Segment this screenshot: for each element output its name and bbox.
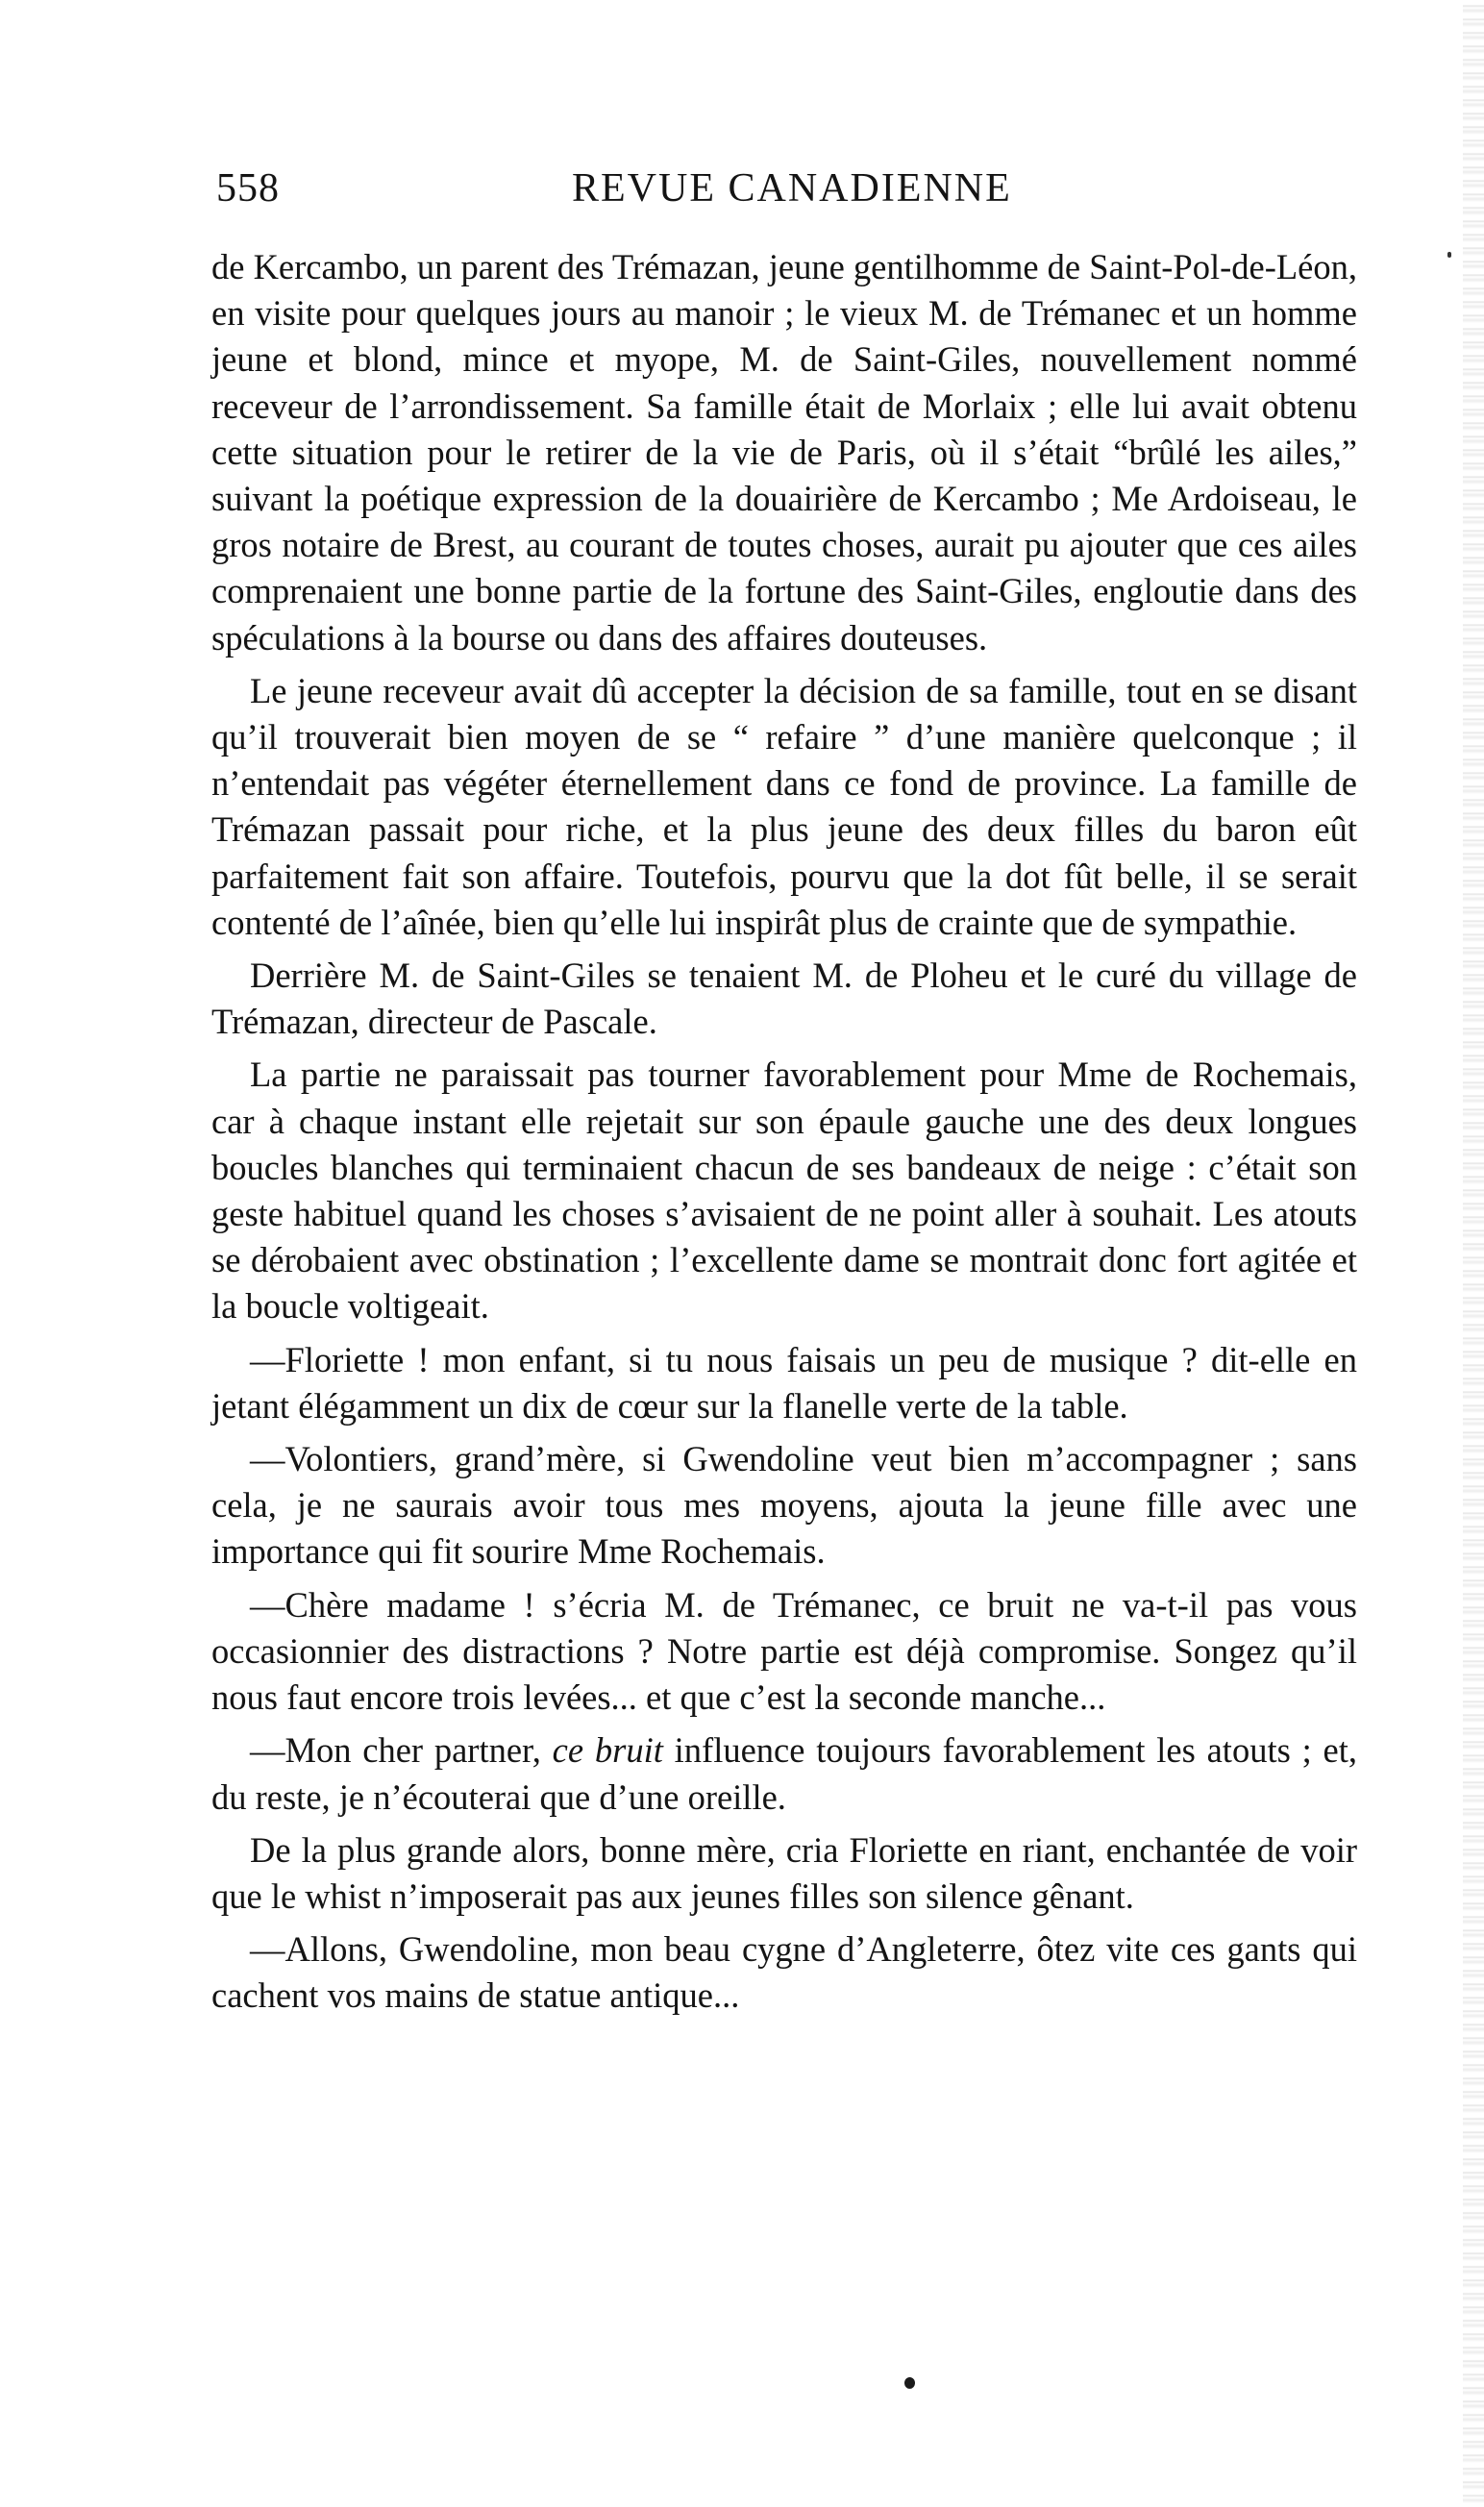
page-edge-shadow (1463, 0, 1484, 2507)
page-header (216, 161, 1403, 219)
paragraph-text: influence toujours favorablement les atouts ; et, du reste, je n’écouterai que d’une oreille. (211, 1730, 1357, 1817)
paragraph: Le jeune receveur avait dû accepter la décision de sa famille, tout en se disant qu’il trouverait bien moyen de se “ refaire ” d’une manière quelconque ; il n’entendait pas végéter éternellement dans ce fond de province. La famille de Trémazan passait pour riche, et la plus jeune des deux filles du baron eût parfaitement fait son affaire. Toutefois, pourvu que la dot fût belle, il se serait contenté de l’aînée, bien qu’elle lui inspirât plus de crainte que de sympathie. (211, 670, 1357, 942)
paragraph: —Allons, Gwendoline, mon beau cygne d’Angleterre, ôtez vite ces gants qui cachent vos mains de statue antique... (211, 1929, 1357, 2016)
paragraph: de Kercambo, un parent des Trémazan, jeune gentilhomme de Saint-Pol-de-Léon, en visite pour quelques jours au manoir ; le vieux M. de Trémanec et un homme jeune et blond, mince et myope, M. de Saint-Giles, nouvellement nommé receveur de l’arrondissement. Sa famille était de Morlaix ; elle lui avait obtenu cette situation pour le retirer de la vie de Paris, où il s’était “brûlé les ailes,” suivant la poétique expression de la douairière de Kercambo ; Me Ardoiseau, le gros notaire de Brest, au courant de toutes choses, aurait pu ajouter que ces ailes comprenaient une bonne partie de la fortune des Saint-Giles, engloutie dans des spéculations à la bourse ou dans des affaires douteuses. (211, 247, 1357, 658)
ink-speck (1447, 252, 1451, 258)
printer-dot (904, 2377, 915, 2389)
paragraph-with-italic (211, 1727, 1357, 1820)
body-text (211, 244, 1357, 2026)
paragraph: La partie ne paraissait pas tourner favorablement pour Mme de Rochemais, car à chaque instant elle rejetait sur son épaule gauche une des deux longues boucles blanches qui terminaient chacun de ses bandeaux de neige : c’était son geste habituel quand les choses s’avisaient de ne point aller à souhait. Les atouts se dérobaient avec obstination ; l’excellente dame se montrait donc fort agitée et la boucle voltigeait. (211, 1055, 1357, 1327)
running-title: REVUE CANADIENNE (572, 166, 1012, 211)
paragraph-text: —Mon cher partner, (250, 1730, 541, 1771)
paragraph: —Floriette ! mon enfant, si tu nous faisais un peu de musique ? dit-elle en jetant élégamment un dix de cœur sur la flanelle verte de la table. (211, 1339, 1357, 1426)
italic-phrase: ce bruit (552, 1730, 663, 1771)
paragraph: De la plus grande alors, bonne mère, cria Floriette en riant, enchantée de voir que le whist n’imposerait pas aux jeunes filles son silence gênant. (211, 1829, 1357, 1916)
paragraph: —Chère madame ! s’écria M. de Trémanec, ce bruit ne va-t-il pas vous occasionnier des distractions ? Notre partie est déjà compromise. Songez qu’il nous faut encore trois levées... et que c’est la seconde manche... (211, 1584, 1357, 1718)
paragraph: —Volontiers, grand’mère, si Gwendoline veut bien m’accompagner ; sans cela, je ne saurais avoir tous mes moyens, ajouta la jeune fille avec une importance qui fit sourire Mme Rochemais. (211, 1439, 1357, 1572)
page-number: 558 (216, 166, 280, 211)
paragraph: Derrière M. de Saint-Giles se tenaient M. de Ploheu et le curé du village de Trémazan, directeur de Pascale. (211, 956, 1357, 1042)
